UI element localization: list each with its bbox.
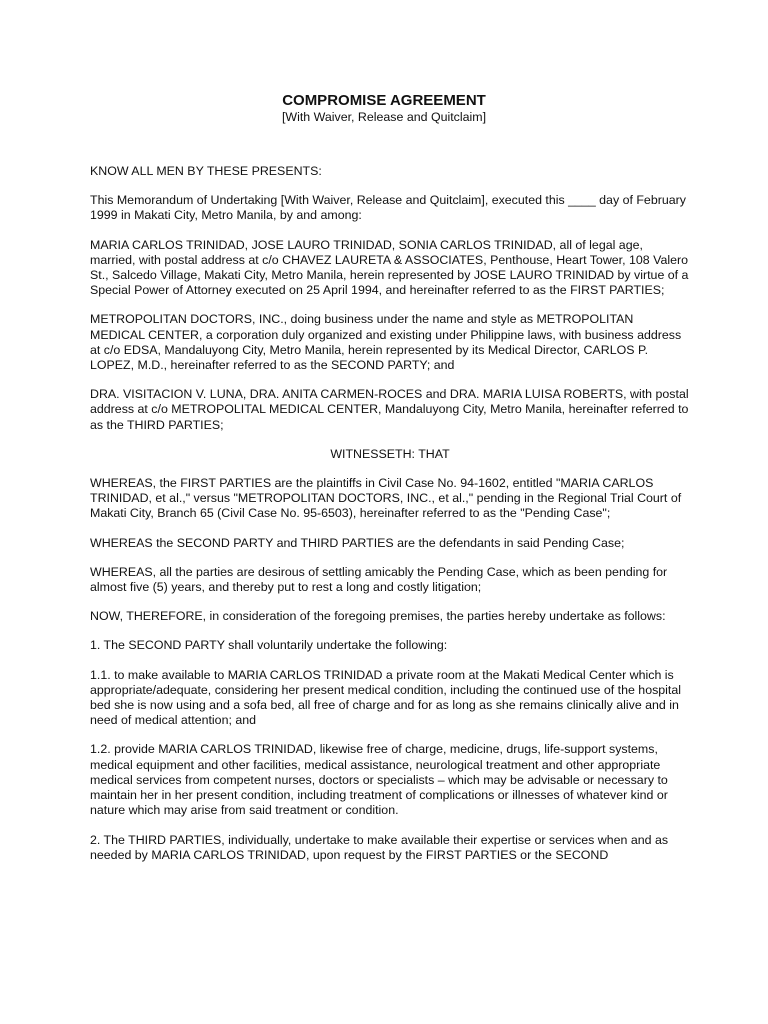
document-subtitle: [With Waiver, Release and Quitclaim]	[281, 110, 487, 124]
second-party-paragraph: METROPOLITAN DOCTORS, INC., doing business under the name and style as METROPOLITAN MEDICAL CENTER, a corporation duly organized and existing under Philippine laws, with business address at c/o EDSA, Mandaluyong City, Metro Manila, herein represented by its Medical Director, CARLOS P. LOPEZ, M.D., hereinafter referred to as the SECOND PARTY; and	[90, 312, 682, 373]
document-body	[90, 164, 690, 877]
clause-1-2: 1.2. provide MARIA CARLOS TRINIDAD, likewise free of charge, medicine, drugs, life-support systems, medical equipment and other facilities, medical assistance, neurological treatment and other appropriate medical services from competent nurses, doctors or specialists – which may be advisable or necessary to maintain her in her present condition, including treatment of complications or illnesses of whatever kind or nature which may arise from said treatment or condition.	[90, 742, 668, 818]
first-parties-paragraph: MARIA CARLOS TRINIDAD, JOSE LAURO TRINIDAD, SONIA CARLOS TRINIDAD, all of legal age, married, with postal address at c/o CHAVEZ LAURETA & ASSOCIATES, Penthouse, Heart Tower, 108 Valero St., Salcedo Village, Makati City, Metro Manila, herein represented by JOSE LAURO TRINIDAD by virtue of a Special Power of Attorney executed on 25 April 1994, and hereinafter referred to as the FIRST PARTIES;	[90, 237, 689, 298]
whereas-paragraph-2: WHEREAS the SECOND PARTY and THIRD PARTIES are the defendants in said Pending Case;	[90, 535, 625, 550]
third-parties-paragraph: DRA. VISITACION V. LUNA, DRA. ANITA CARMEN-ROCES and DRA. MARIA LUISA ROBERTS, with postal address at c/o METROPOLITAL MEDICAL CENTER, Mandaluyong City, Metro Manila, hereinafter referred to as the THIRD PARTIES;	[90, 387, 689, 432]
salutation: KNOW ALL MEN BY THESE PRESENTS:	[90, 164, 322, 178]
whereas-paragraph-3: WHEREAS, all the parties are desirous of settling amicably the Pending Case, which as been pending for almost five (5) years, and thereby put to rest a long and costly litigation;	[90, 564, 668, 595]
now-therefore-paragraph: NOW, THEREFORE, in consideration of the foregoing premises, the parties hereby undertake as follows:	[90, 609, 666, 624]
clause-2: 2. The THIRD PARTIES, individually, undertake to make available their expertise or services when and as needed by MARIA CARLOS TRINIDAD, upon request by the FIRST PARTIES or the SECOND	[90, 832, 669, 862]
preamble-paragraph: This Memorandum of Undertaking [With Waiver, Release and Quitclaim], executed this ____ day of February 1999 in Makati City, Metro Manila, by and among:	[90, 193, 686, 223]
clause-1: 1. The SECOND PARTY shall voluntarily undertake the following:	[90, 638, 448, 653]
document-title: COMPROMISE AGREEMENT	[282, 92, 486, 109]
whereas-paragraph-1: WHEREAS, the FIRST PARTIES are the plaintiffs in Civil Case No. 94-1602, entitled "MARIA CARLOS TRINIDAD, et al.," versus "METROPOLITAN DOCTORS, INC., et al.," pending in the Regional Trial Court of Makati City, Branch 65 (Civil Case No. 95-6503), hereinafter referred to as the "Pending Case";	[90, 476, 682, 521]
clause-1-1: 1.1. to make available to MARIA CARLOS TRINIDAD a private room at the Makati Medical Center which is appropriate/adequate, considering her present medical condition, including the continued use of the hospital bed she is now using and a sofa bed, all free of charge and for as long as she remains clinically alive and in need of medical attention; and	[90, 667, 682, 728]
witnesseth-heading: WITNESSETH: THAT	[330, 446, 450, 461]
